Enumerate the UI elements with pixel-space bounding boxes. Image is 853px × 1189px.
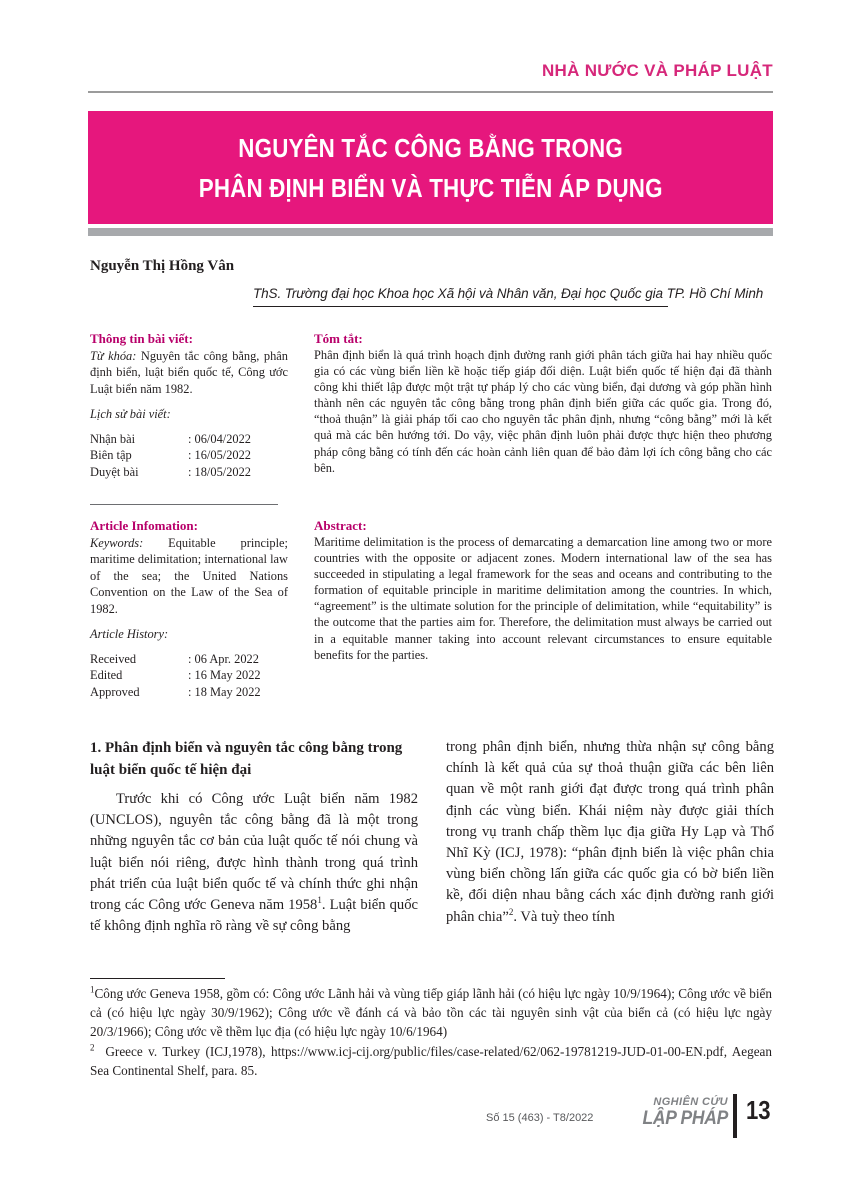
history-list-en [90, 651, 288, 701]
summary-heading-en: Abstract: [314, 518, 367, 533]
history-row: Received : 06 Apr. 2022 [90, 651, 259, 666]
journal-logo: NGHIÊN CỨU LẬP PHÁP [642, 1096, 728, 1129]
summary-text-en: Maritime delimitation is the process of demarcating a demarcation line among two or more countries with the opposite or adjacent zones. Modern international law of the sea has succeeded in stipulating a legal framework for the seas and oceans and contributing to the formation of equitable principle in maritime delimitation among the countries. In which, “agreement” is the ultimate solution for the principle of delimitation, while “equitability” is the outcome that the parties aim for. Therefore, the delimitation must always be carried out in a equitable manner taking into account relevant circumstances to ensure equitable benefits for the parties. [314, 535, 772, 662]
section-rule [88, 91, 773, 93]
article-info-en [90, 518, 288, 700]
footnote-ref-1: 1 [317, 895, 322, 906]
title-underline [88, 228, 773, 236]
history-row: Duyệt bài : 18/05/2022 [90, 464, 251, 479]
footer-divider [733, 1094, 737, 1138]
keywords-text-vi: Nguyên tắc công bằng, phân định biển, luật biển quốc tế, Công ước Luật biển năm 1982. [90, 348, 288, 396]
history-row: Edited : 16 May 2022 [90, 668, 261, 682]
keywords-label-en: Keywords: [90, 535, 144, 550]
body-column-2 [446, 737, 774, 928]
summary-heading-vi: Tóm tắt: [314, 331, 363, 346]
title-line-1: NGUYÊN TẮC CÔNG BẰNG TRONG [238, 132, 623, 163]
author-affiliation: ThS. Trường đại học Khoa học Xã hội và Nhân văn, Đại học Quốc gia TP. Hồ Chí Minh [253, 286, 764, 301]
author-name: Nguyễn Thị Hồng Vân [90, 258, 235, 274]
footnote-2: $^2$ Greece v. Turkey (ICJ,1978), https://www.icj-cij.org/public/files/case-related/62/062-19781219-JUD-01-00-EN.pdf, Aegean Sea Continental Shelf, para. 85. [90, 1042, 772, 1079]
body-column-1 [90, 737, 418, 937]
history-row: Nhận bài : 06/04/2022 [90, 431, 251, 446]
summary-en [314, 518, 772, 663]
section-heading: 1. Phân định biển và nguyên tắc công bằng trong luật biển quốc tế hiện đại [90, 740, 403, 778]
history-row: Approved : 18 May 2022 [90, 684, 261, 699]
affiliation-rule [253, 306, 668, 307]
info-heading-en: Article Infomation: [90, 518, 198, 533]
section-label: NHÀ NƯỚC VÀ PHÁP LUẬT [541, 61, 773, 80]
keywords-en [90, 535, 288, 618]
title-band [88, 111, 773, 224]
title-line-2: PHÂN ĐỊNH BIỂN VÀ THỰC TIỄN ÁP DỤNG [198, 172, 663, 203]
body-paragraph: Trước khi có Công ước Luật biển năm 1982 (UNCLOS), nguyên tắc công bằng đã là một trong những nguyên tắc cơ bản của luật quốc tế nói chung và luật biển nói riêng, được hình thành trong quá trình phát triển của luật biển quốc tế và chính thức ghi nhận trong các Công ước Geneva năm 1958$^1$. Luật biển quốc tế không định nghĩa rõ ràng về sự công bằng [90, 791, 418, 935]
keywords-label-vi: Từ khóa: [90, 348, 137, 363]
issue-number: Số 15 (463) - T8/2022 [486, 1112, 594, 1124]
history-list-vi [90, 431, 288, 481]
footnote-1: $^1$Công ước Geneva 1958, gồm có: Công ước Lãnh hải và vùng tiếp giáp lãnh hải (có hiệu lực ngày 10/9/1964); Công ước về biển cả (có hiệu lực ngày 30/9/1962); Công ước về đánh cá và bảo tồn các tài nguyên sinh vật của biển cả (có hiệu lực ngày 20/3/1966); Công ước về thềm lục địa (có hiệu lực ngày 10/6/1964) [90, 984, 772, 1040]
keywords-vi [90, 348, 288, 398]
keywords-text-en: Equitable principle; maritime delimitation; international law of the sea; the United Nations Convention on the Law of the Sea of 1982. [90, 535, 288, 616]
summary-vi [314, 331, 772, 476]
footnote-ref-2: 2 [508, 906, 514, 917]
summary-text-vi: Phân định biển là quá trình hoạch định đường ranh giới phân tách giữa hai hay nhiều quốc gia có các vùng biển liền kề hoặc tiếp giáp đối diện. Luật biển quốc tế hiện đại đã thành công khi thiết lập được một trật tự pháp lý cho các vùng biển, đại dương và góp phần hình thành nên các nguyên tắc công bằng trong phân định biển giữa các quốc gia. Trong đó, “thoả thuận” là giải pháp tối cao cho nguyên tắc phân định, nhưng “công bằng” mới là kết quả mà các bên hướng tới. Do vậy, việc phân định luôn phải được thực hiện theo phương pháp công bằng có tính đến các hoàn cảnh liên quan để bảo đảm lợi ích công bằng cho các bên. [314, 348, 772, 475]
body-paragraph: trong phân định biển, nhưng thừa nhận sự công bằng chính là kết quả của sự thoả thuận giữa các bên liên quan về một ranh giới đạt được trong quá trình phân định các vùng biển. Khái niệm này được giải thích trong vụ tranh chấp thềm lục địa giữa Hy Lạp và Thổ Nhĩ Kỳ (ICJ, 1978): “phân định biển là việc phân chia vùng biển chồng lấn giữa các quốc gia có bờ biển liền kề, đối diện nhau bằng cách xác định đường ranh giới phân chia”$^2$. Và tuỳ theo tính [446, 739, 774, 925]
history-label-vi: Lịch sử bài viết: [90, 407, 171, 421]
footnote-rule [90, 978, 225, 979]
info-heading-vi: Thông tin bài viết: [90, 331, 193, 346]
history-label-en: Article History: [90, 627, 169, 641]
info-divider [90, 504, 278, 505]
history-row: Biên tập : 16/05/2022 [90, 448, 251, 462]
page-number: 13 [746, 1095, 771, 1125]
article-info-vi [90, 331, 288, 480]
